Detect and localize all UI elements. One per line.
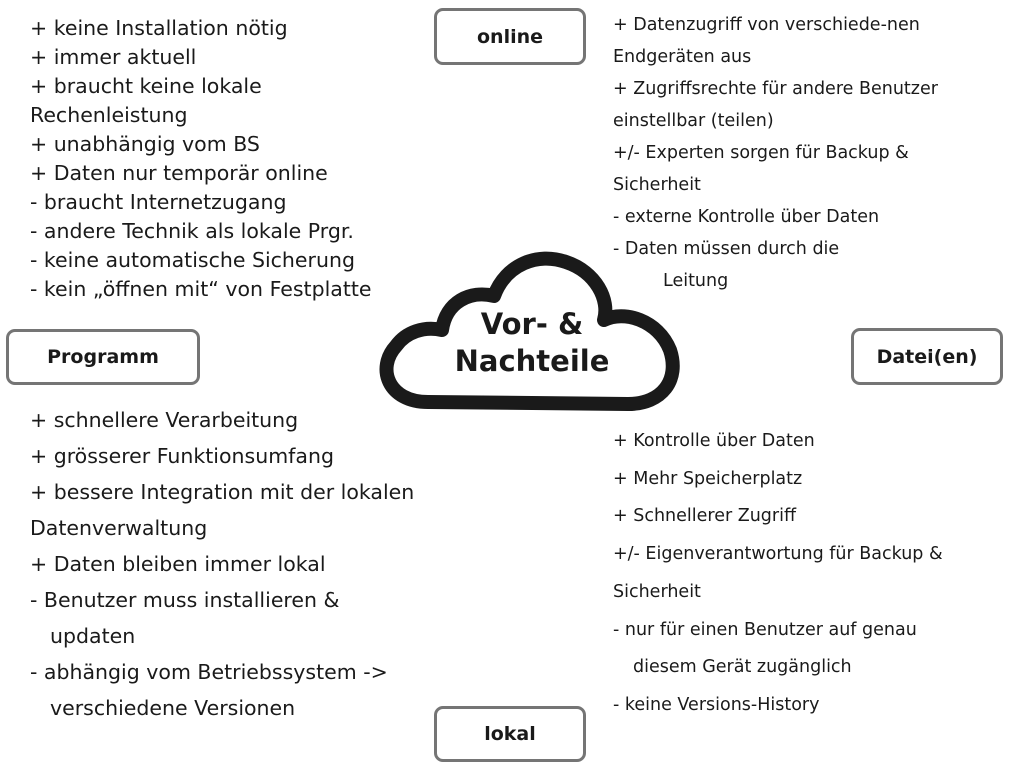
list-item: + Mehr Speicherplatz bbox=[613, 468, 803, 489]
list-item: + grösserer Funktionsumfang bbox=[30, 444, 334, 468]
label-dateien-text: Datei(en) bbox=[876, 345, 978, 368]
list-item: verschiedene Versionen bbox=[50, 696, 296, 720]
list-item: - keine Versions-History bbox=[613, 694, 820, 715]
label-dateien bbox=[851, 328, 1003, 385]
list-item: + keine Installation nötig bbox=[30, 16, 288, 40]
label-programm bbox=[6, 329, 200, 385]
list-item: + braucht keine lokale bbox=[30, 74, 262, 98]
quadrant-online-programm bbox=[30, 14, 372, 304]
list-item: updaten bbox=[50, 624, 136, 648]
label-online bbox=[434, 8, 586, 65]
label-programm-text: Programm bbox=[47, 346, 159, 368]
list-item: Sicherheit bbox=[613, 581, 701, 602]
list-item: + unabhängig vom BS bbox=[30, 132, 260, 156]
list-item: - nur für einen Benutzer auf genau bbox=[613, 619, 917, 640]
center-title bbox=[432, 306, 632, 380]
label-online-text: online bbox=[476, 25, 544, 48]
list-item: Sicherheit bbox=[613, 175, 701, 195]
list-item: - Daten müssen durch die bbox=[613, 239, 840, 259]
list-item: - braucht Internetzugang bbox=[30, 190, 287, 214]
list-item: + Daten nur temporär online bbox=[30, 161, 328, 185]
list-item: + Daten bleiben immer lokal bbox=[30, 552, 326, 576]
list-item: - externe Kontrolle über Daten bbox=[613, 207, 880, 227]
list-item: + Datenzugriff von verschiede-nen bbox=[613, 15, 920, 35]
list-item: einstellbar (teilen) bbox=[613, 111, 774, 131]
list-item: Leitung bbox=[663, 271, 729, 291]
list-item: Datenverwaltung bbox=[30, 516, 208, 540]
list-item: - abhängig vom Betriebssystem -> bbox=[30, 660, 388, 684]
list-item: +/- Eigenverantwortung für Backup & bbox=[613, 544, 943, 565]
quadrant-lokal-datei bbox=[613, 423, 943, 725]
quadrant-lokal-programm bbox=[30, 402, 414, 726]
list-item: + Zugriffsrechte für andere Benutzer bbox=[613, 79, 938, 99]
center-title-line2: Nachteile bbox=[454, 344, 610, 378]
label-lokal bbox=[434, 706, 586, 762]
quadrant-online-datei bbox=[613, 9, 938, 297]
list-item: + schnellere Verarbeitung bbox=[30, 408, 299, 432]
list-item: - keine automatische Sicherung bbox=[30, 248, 355, 272]
list-item: +/- Experten sorgen für Backup & bbox=[613, 143, 909, 163]
center-title-line1: Vor- & bbox=[480, 307, 584, 341]
list-item: Endgeräten aus bbox=[613, 47, 752, 67]
label-lokal-text: lokal bbox=[484, 723, 536, 745]
list-item: - Benutzer muss installieren & bbox=[30, 588, 340, 612]
list-item: + bessere Integration mit der lokalen bbox=[30, 480, 415, 504]
list-item: diesem Gerät zugänglich bbox=[633, 657, 852, 678]
list-item: - andere Technik als lokale Prgr. bbox=[30, 219, 354, 243]
list-item: + Schnellerer Zugriff bbox=[613, 506, 797, 527]
list-item: - kein „öffnen mit“ von Festplatte bbox=[30, 277, 372, 301]
list-item: + Kontrolle über Daten bbox=[613, 431, 815, 451]
list-item: + immer aktuell bbox=[30, 45, 197, 69]
list-item: Rechenleistung bbox=[30, 103, 188, 127]
